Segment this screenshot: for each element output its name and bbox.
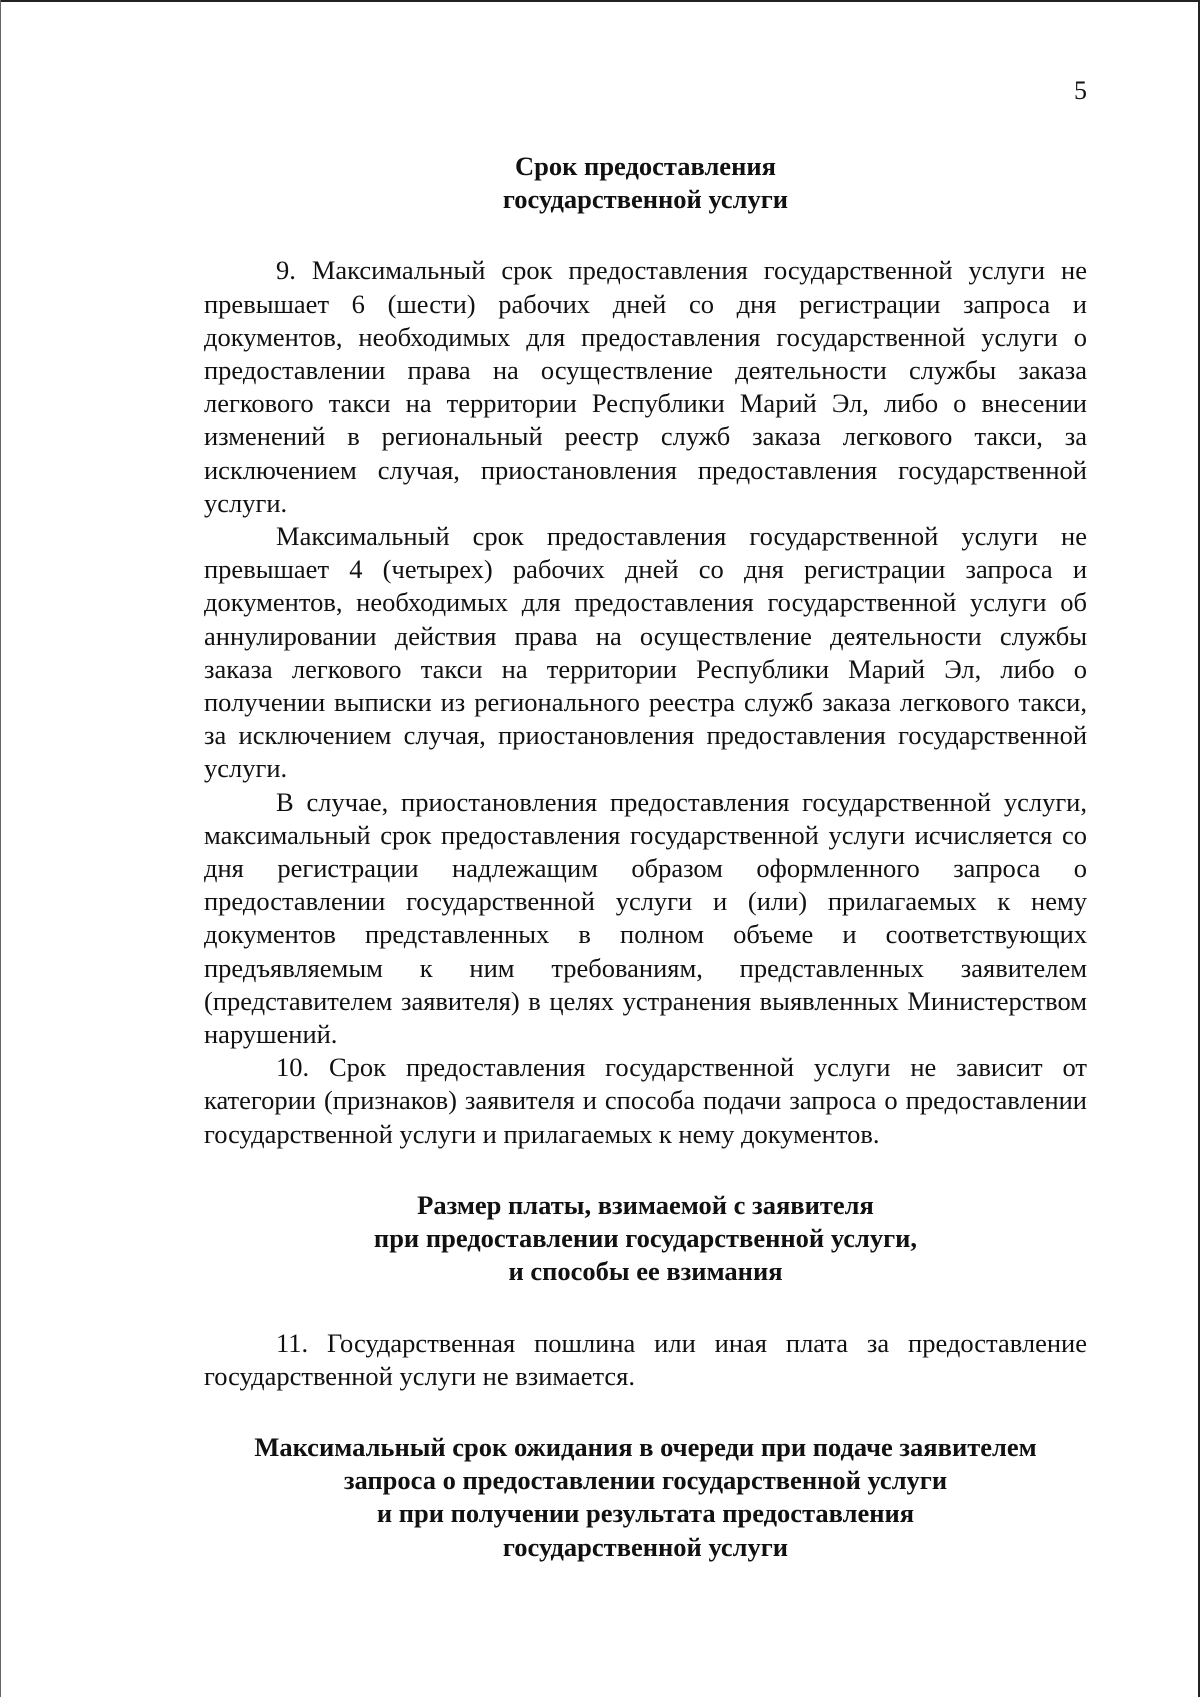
heading-line: и способы ее взимания <box>508 1256 783 1287</box>
paragraph-suspension: В случае, приостановления предоставления государственной услуги, максимальный срок предоставления государственной услуги исчисляется со дня регистрации надлежащим образом оформленного запроса о предоставлении государственной услуги и (или) прилагаемых к нему документов представленных в полном объеме и соответствующих предъявляемым к ним требованиям, представленных заявителем (представителем заявителя) в целях устранения выявленных Министерством нарушений. <box>204 786 1087 1050</box>
heading-line: Размер платы, взимаемой с заявителя <box>417 1189 874 1220</box>
heading-line: запроса о предоставлении государственной услуги <box>343 1465 948 1496</box>
heading-line: Срок предоставления <box>515 151 776 181</box>
section-heading-term <box>204 150 1087 216</box>
section-heading-fee <box>204 1189 1087 1289</box>
paragraph-9: 9. Максимальный срок предоставления государственной услуги не превышает 6 (шести) рабочих дней со дня регистрации запроса и документов, необходимых для предоставления государственной услуги о предоставлении права на осуществление деятельности службы заказа легкового такси на территории Республики Марий Эл, либо о внесении изменений в региональный реестр служб заказа легкового такси, за исключением случая, приостановления предоставления государственной услуги. <box>204 255 1087 518</box>
heading-line: Максимальный срок ожидания в очереди при подаче заявителем <box>254 1431 1037 1462</box>
scan-edge-top <box>0 0 1200 2</box>
paragraph-11: 11. Государственная пошлина или иная плата за предоставление государственной услуги не взимается. <box>204 1327 1087 1391</box>
section-heading-queue-time <box>204 1431 1087 1564</box>
heading-line: государственной услуги <box>502 184 789 215</box>
heading-line: при предоставлении государственной услуги, <box>373 1223 918 1254</box>
paragraph-10: 10. Срок предоставления государственной услуги не зависит от категории (признаков) заявителя и способа подачи запроса о предоставлении государственной услуги и прилагаемых к нему документов. <box>204 1052 1087 1149</box>
paragraph-max-term-4-days: Максимальный срок предоставления государственной услуги не превышает 4 (четырех) рабочих дней со дня регистрации запроса и документов, необходимых для предоставления государственной услуги об аннулировании действия права на осуществление деятельности службы заказа легкового такси на территории Республики Марий Эл, либо о получении выписки из регионального реестра служб заказа легкового такси, за исключением случая, приостановления предоставления государственной услуги. <box>204 521 1087 784</box>
heading-line: государственной услуги <box>502 1531 789 1562</box>
document-body <box>204 150 1087 1564</box>
page-number: 5 <box>1074 76 1087 105</box>
heading-line: и при получении результата предоставления <box>376 1498 915 1529</box>
scan-edge-left <box>0 0 1 1697</box>
